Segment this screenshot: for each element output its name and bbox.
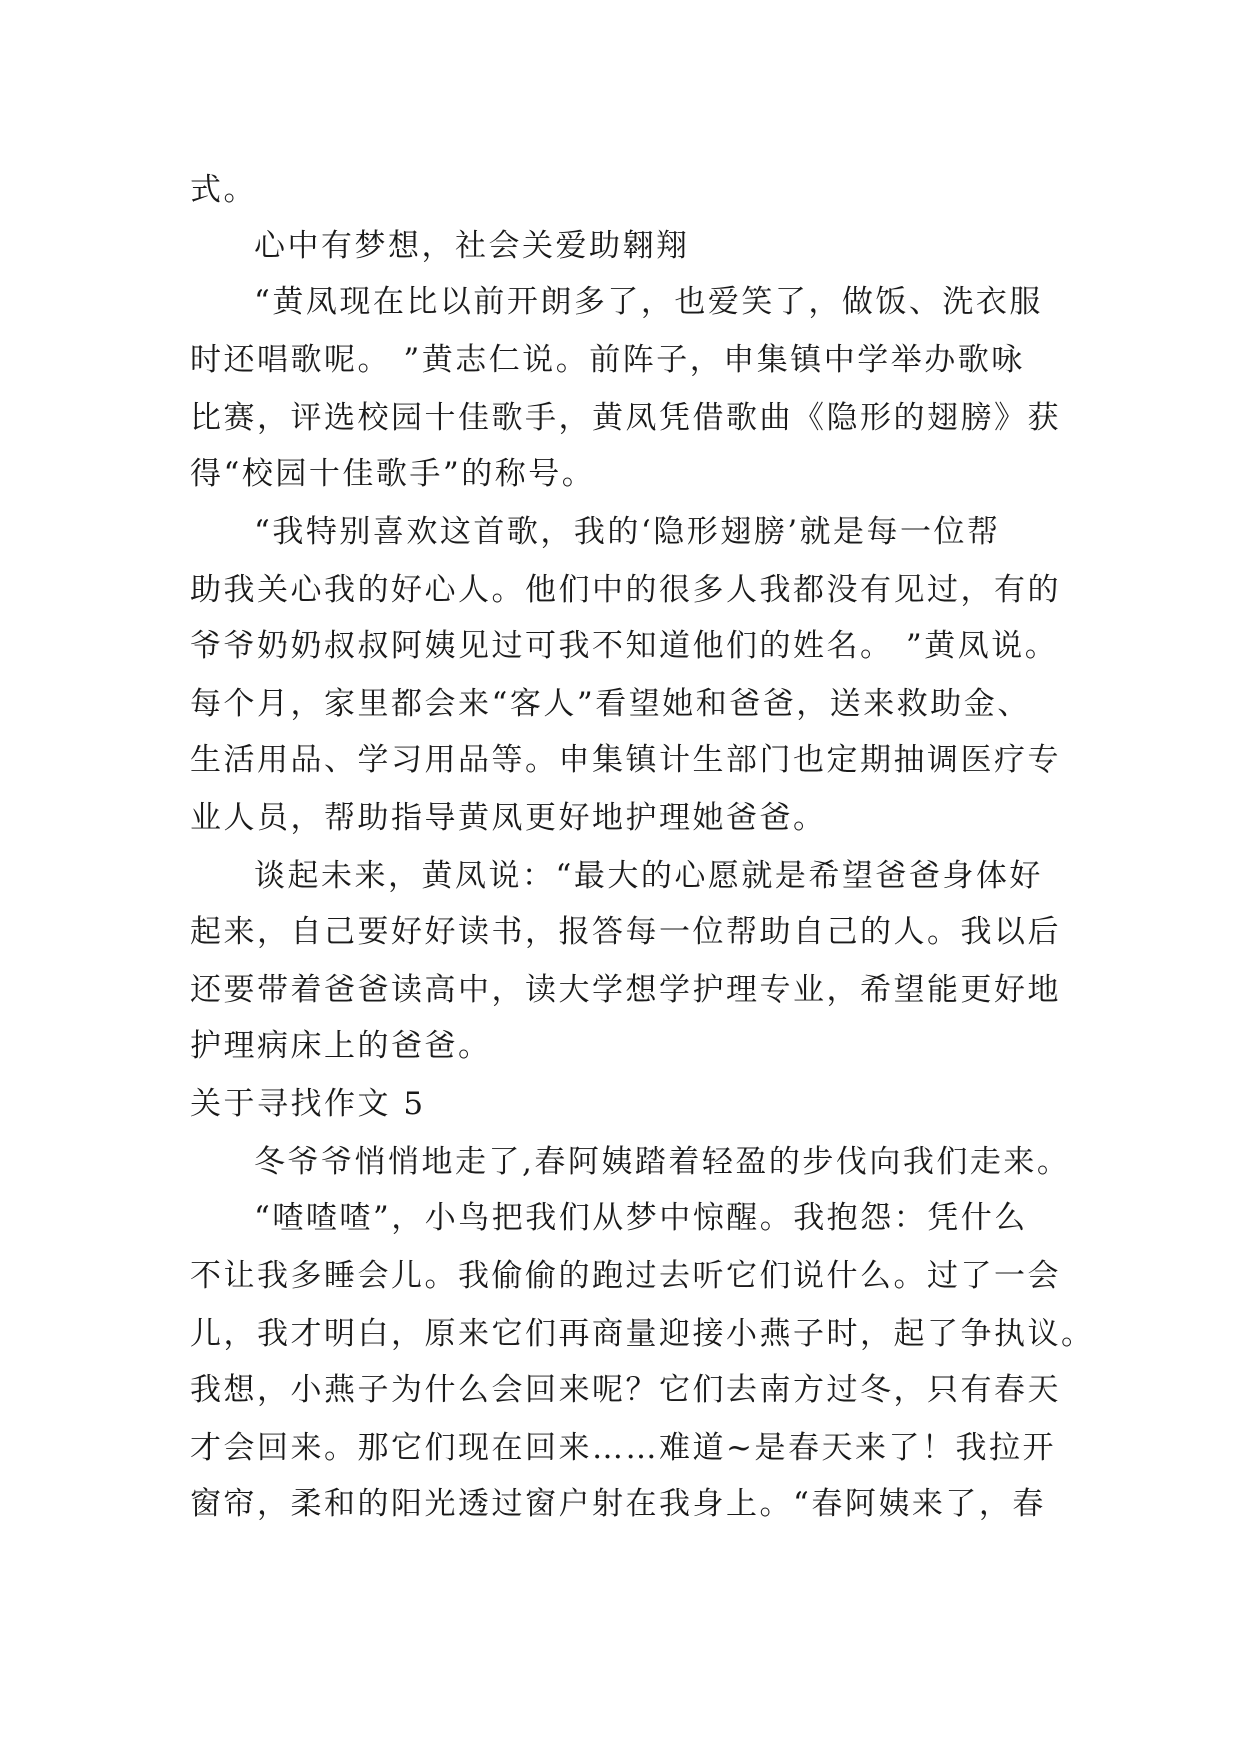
section-heading: 心中有梦想，社会关爱助翱翔	[254, 228, 690, 264]
text-line: 时还唱歌呢。 ”黄志仁说。前阵子，申集镇中学举办歌咏	[190, 342, 1025, 378]
text-line: 生活用品、学习用品等。申集镇计生部门也定期抽调医疗专	[190, 742, 1061, 778]
text-line: 我想，小燕子为什么会回来呢？它们去南方过冬，只有春天	[190, 1372, 1061, 1408]
text-line: 式。	[190, 172, 257, 208]
text-line: “我特别喜欢这首歌，我的‘隐形翅膀’就是每一位帮	[254, 514, 1001, 550]
text-line: 不让我多睡会儿。我偷偷的跑过去听它们说什么。过了一会	[190, 1258, 1061, 1294]
text-line: 儿，我才明白，原来它们再商量迎接小燕子时，起了争执议。	[190, 1316, 1095, 1352]
text-line: 窗帘，柔和的阳光透过窗户射在我身上。“春阿姨来了，春	[190, 1486, 1046, 1522]
text-line: 得“校园十佳歌手”的称号。	[190, 456, 596, 492]
text-line: 爷爷奶奶叔叔阿姨见过可我不知道他们的姓名。 ”黄凤说。	[190, 628, 1059, 664]
text-line: 冬爷爷悄悄地走了,春阿姨踏着轻盈的步伐向我们走来。	[254, 1144, 1071, 1180]
text-line: 起来，自己要好好读书，报答每一位帮助自己的人。我以后	[190, 914, 1061, 950]
text-line: 才会回来。那它们现在回来……难道~是春天来了！我拉开	[190, 1430, 1056, 1466]
text-line: 每个月，家里都会来“客人”看望她和爸爸，送来救助金、	[190, 686, 1031, 722]
text-line: 还要带着爸爸读高中，读大学想学护理专业，希望能更好地	[190, 972, 1061, 1008]
text-line: 谈起未来，黄凤说：“最大的心愿就是希望爸爸身体好	[254, 858, 1043, 894]
text-line: “喳喳喳”，小鸟把我们从梦中惊醒。我抱怨：凭什么	[254, 1200, 1028, 1236]
text-line: 比赛，评选校园十佳歌手，黄凤凭借歌曲《隐形的翅膀》获	[190, 400, 1061, 436]
text-line: 护理病床上的爸爸。	[190, 1028, 492, 1064]
article-title: 关于寻找作文 5	[190, 1086, 426, 1122]
text-line: “黄凤现在比以前开朗多了，也爱笑了，做饭、洗衣服	[254, 284, 1043, 320]
text-line: 助我关心我的好心人。他们中的很多人我都没有见过，有的	[190, 572, 1061, 608]
text-line: 业人员，帮助指导黄凤更好地护理她爸爸。	[190, 800, 827, 836]
